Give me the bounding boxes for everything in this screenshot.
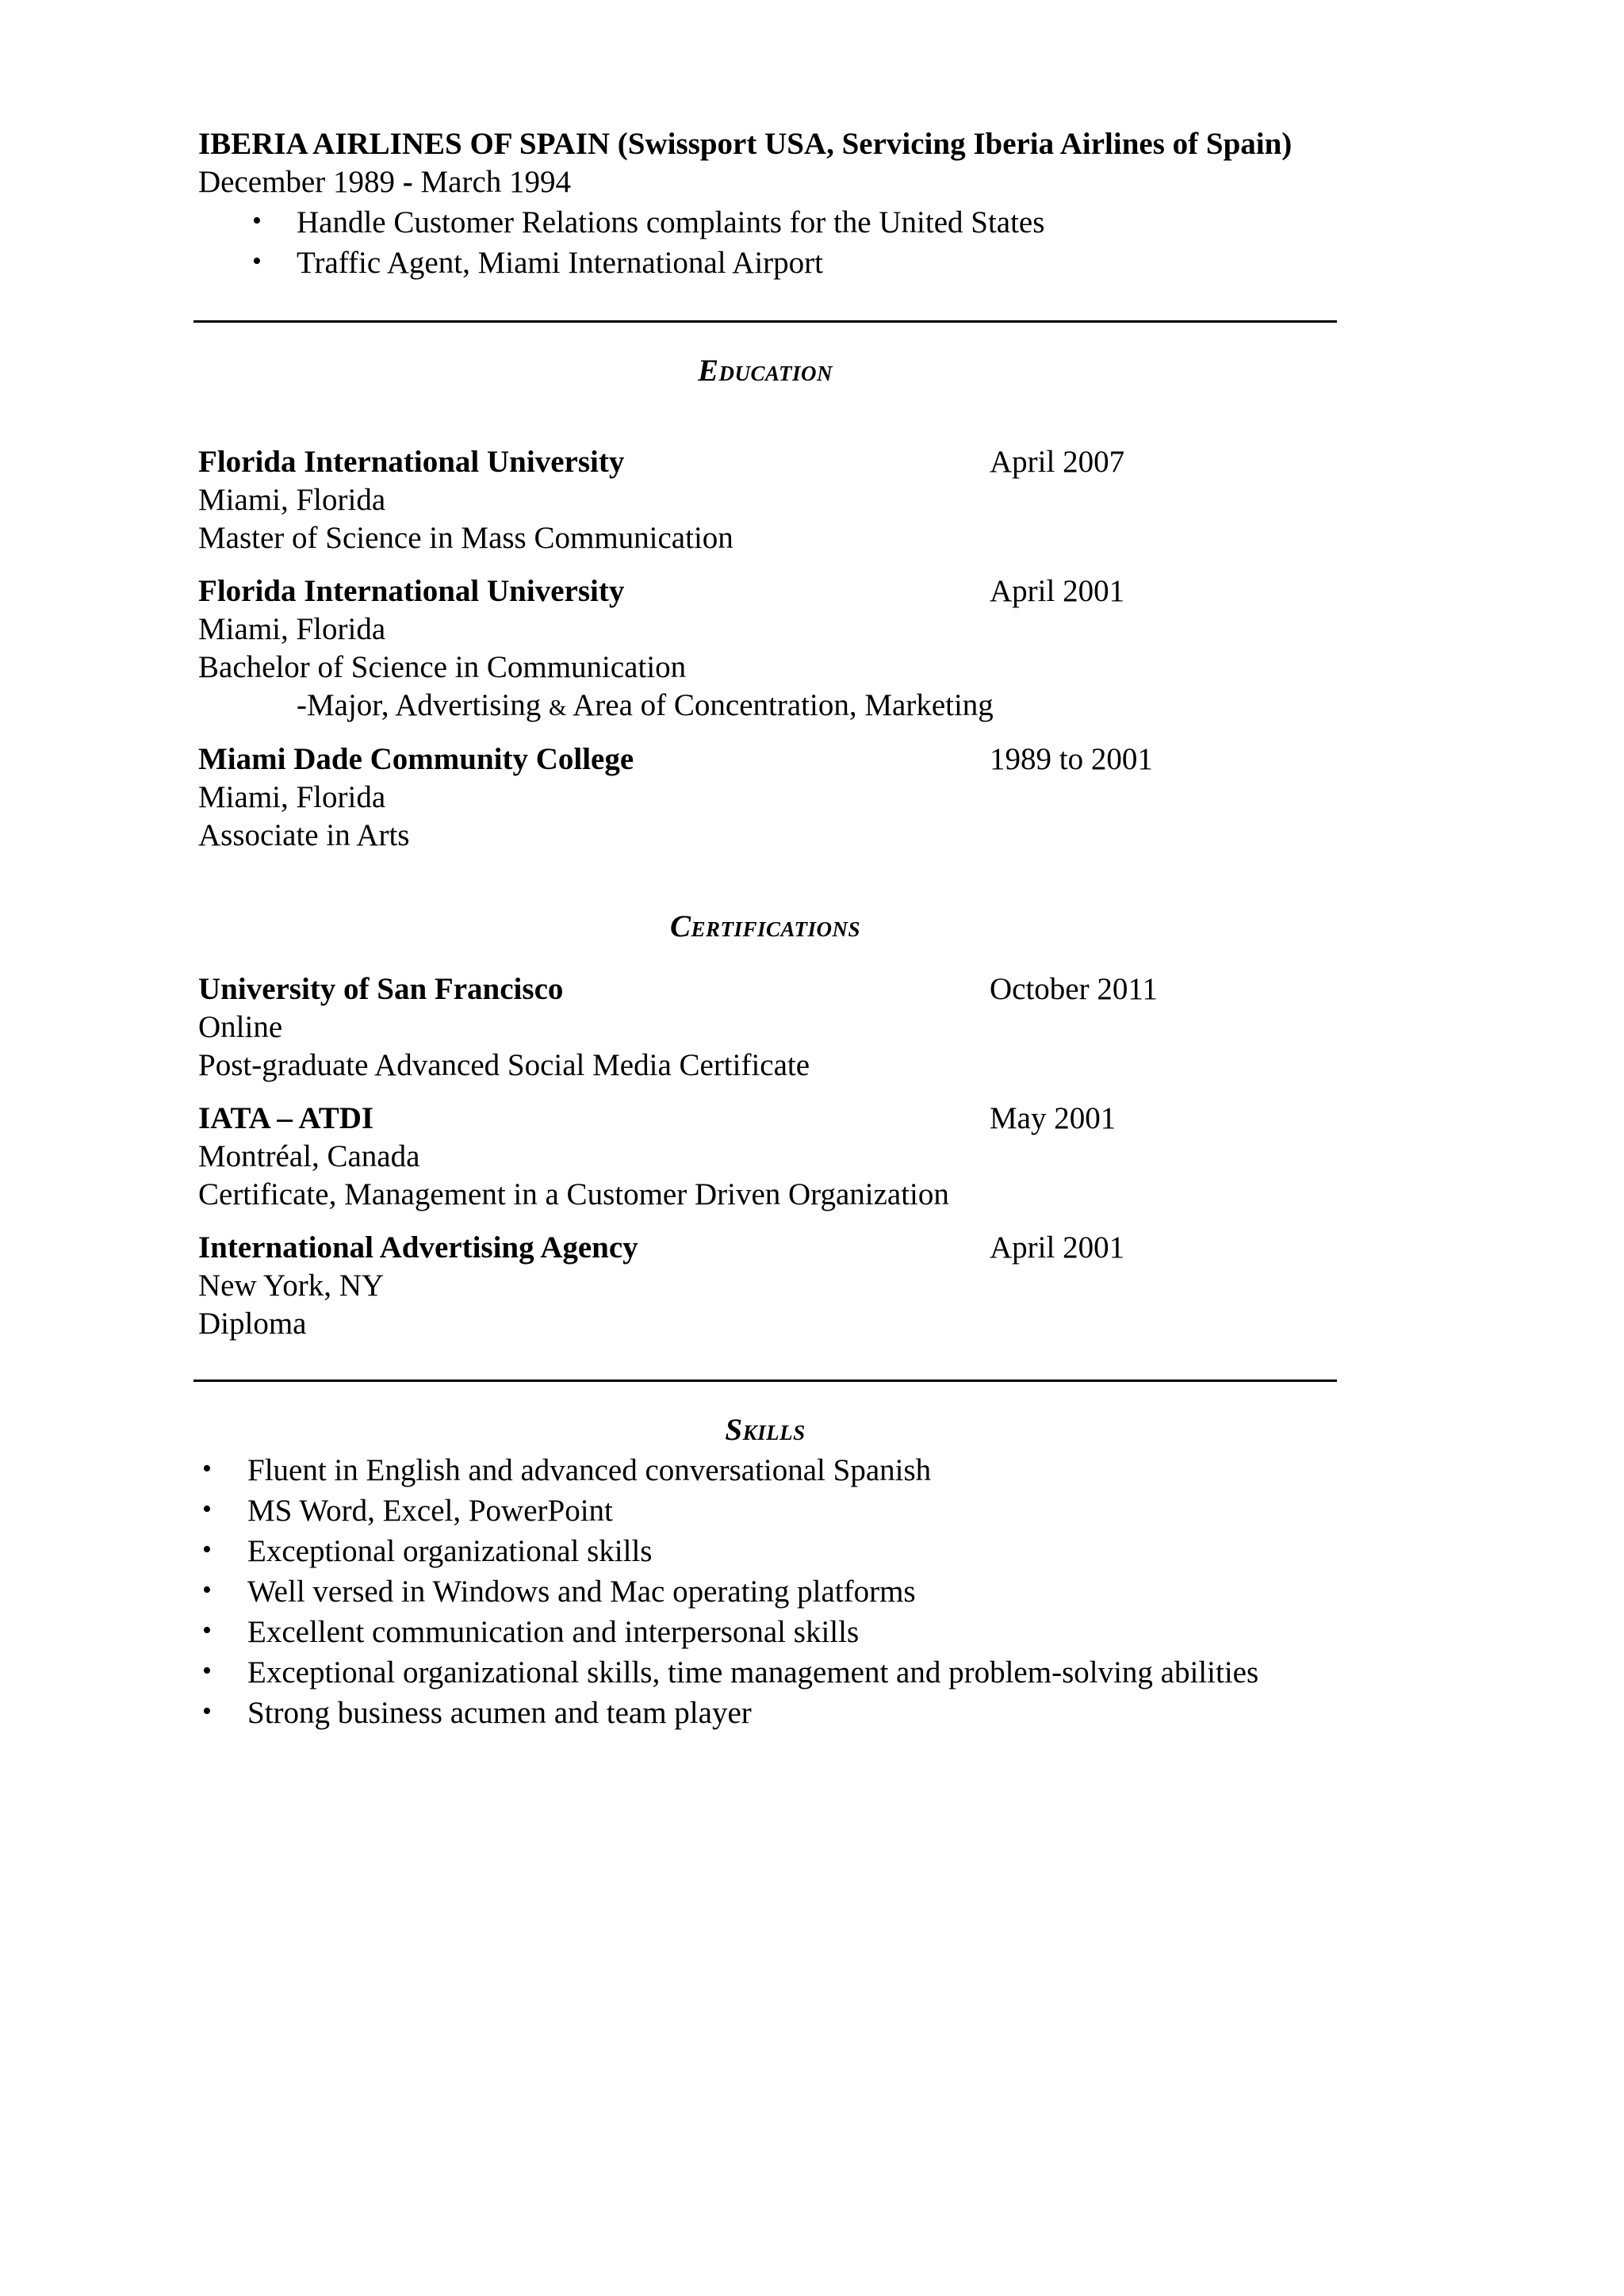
skill-item-6: Exceptional organizational skills, time management and problem-solving abilities <box>247 1655 1259 1689</box>
bullet-icon: • <box>202 1575 212 1605</box>
employment-end-date: March 1994 <box>420 165 572 199</box>
skill-item-4: Well versed in Windows and Mac operating platforms <box>247 1575 916 1609</box>
employment-date-separator: - <box>394 165 421 199</box>
certification-degree-3: Diploma <box>198 1307 307 1341</box>
skill-item-2: MS Word, Excel, PowerPoint <box>247 1494 613 1528</box>
bullet-icon: • <box>252 247 262 276</box>
education-degree-1: Master of Science in Mass Communication <box>198 521 733 555</box>
bullet-icon: • <box>202 1656 212 1686</box>
education-degree-2: Bachelor of Science in Communication <box>198 650 687 684</box>
bullet-icon: • <box>202 1616 212 1645</box>
certification-date-1: October 2011 <box>990 972 1158 1006</box>
skill-item-1: Fluent in English and advanced conversational Spanish <box>247 1453 932 1487</box>
education-date-3: 1989 to 2001 <box>990 742 1153 776</box>
employment-company: IBERIA AIRLINES OF SPAIN (Swissport USA, Servicing Iberia Airlines of Spain) <box>198 127 1293 161</box>
certification-institution-3: International Advertising Agency <box>198 1230 638 1265</box>
employment-bullet-1: Handle Customer Relations complaints for the United States <box>297 205 1045 239</box>
bullet-icon: • <box>202 1697 212 1726</box>
education-detail-concentration: Area of Concentration, Marketing <box>566 688 994 722</box>
employment-start-date: December 1989 <box>198 165 395 199</box>
certification-degree-1: Post-graduate Advanced Social Media Certificate <box>198 1048 810 1082</box>
certification-date-3: April 2001 <box>990 1230 1125 1265</box>
certification-location-3: New York, NY <box>198 1269 385 1303</box>
certification-institution-2: IATA – ATDI <box>198 1101 374 1135</box>
skills-heading: Skills <box>725 1413 806 1447</box>
section-divider <box>193 1380 1337 1382</box>
bullet-icon: • <box>252 206 262 235</box>
certification-location-2: Montréal, Canada <box>198 1139 420 1173</box>
education-location-3: Miami, Florida <box>198 780 386 814</box>
certifications-heading: Certifications <box>669 909 861 943</box>
education-location-2: Miami, Florida <box>198 612 386 646</box>
education-institution-3: Miami Dade Community College <box>198 742 634 776</box>
certification-institution-1: University of San Francisco <box>198 972 564 1006</box>
education-date-2: April 2001 <box>990 574 1125 608</box>
skill-item-7: Strong business acumen and team player <box>247 1696 752 1730</box>
certification-date-2: May 2001 <box>990 1101 1116 1135</box>
education-degree-3: Associate in Arts <box>198 818 410 852</box>
education-heading: Education <box>697 354 833 388</box>
certification-degree-2: Certificate, Management in a Customer Driven Organization <box>198 1177 949 1211</box>
employment-bullet-2: Traffic Agent, Miami International Airport <box>297 246 823 280</box>
education-detail-ampersand: & <box>548 695 567 721</box>
education-date-1: April 2007 <box>990 445 1125 479</box>
education-detail-major: -Major, Advertising <box>297 688 549 722</box>
bullet-icon: • <box>202 1494 212 1524</box>
education-location-1: Miami, Florida <box>198 483 386 517</box>
section-divider <box>193 320 1337 323</box>
skill-item-3: Exceptional organizational skills <box>247 1534 653 1568</box>
bullet-icon: • <box>202 1535 212 1564</box>
education-detail-2 <box>297 690 994 721</box>
employment-dates <box>198 166 571 197</box>
skill-item-5: Excellent communication and interpersonal skills <box>247 1615 860 1649</box>
education-institution-2: Florida International University <box>198 574 625 608</box>
certification-location-1: Online <box>198 1010 283 1044</box>
bullet-icon: • <box>202 1454 212 1483</box>
education-institution-1: Florida International University <box>198 445 625 479</box>
